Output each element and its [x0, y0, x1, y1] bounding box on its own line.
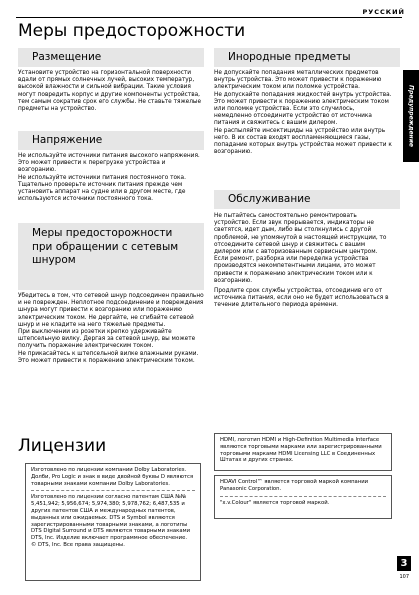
license-xvcolour: "x.v.Colour" является торговой маркой. [220, 499, 330, 506]
divider [220, 496, 386, 497]
cord-paragraph: При выключении из розетки крепко удерживайте штепсельную вилку. Дергая за сетевой шнур, вы можете получить поражение электрическим током. [18, 329, 196, 350]
foreign-paragraph: Не допускайте попадания жидкостей внутрь устройства. Это может привести к поражению электрическим током или поломке устройства. Если это случилось, немедленно отсоедините устройство от источника питания и свяжитесь с вашим дилером. [214, 91, 392, 127]
license-dolby: Изготовлено по лицензии компании Dolby Laboratories. Долби, Pro Logic и знак в виде двойной буквы D являются товарными знаками компании Dolby Laboratories. [31, 467, 194, 487]
foreign-paragraph: Не распыляйте инсектициды на устройство или внутрь него. В их состав входят воспламеняющиеся газы, попадание которых внутрь устройства может привести к возгоранию. [214, 127, 392, 156]
section-heading-placement: Размещение [18, 48, 204, 67]
section-heading-voltage: Напряжение [18, 131, 204, 150]
divider [31, 490, 195, 491]
section-heading-service: Обслуживание [214, 190, 400, 209]
license-box-left [25, 463, 201, 581]
cord-text [18, 293, 204, 365]
license-box-hdmi [214, 433, 392, 471]
sidebar-label: Предупреждение [407, 85, 415, 147]
license-dts: Изготовлено по лицензии согласно патентам США №№ 5,451,942; 5,956,674; 5,974,380; 5,978,762; 6,487,535 и других патентов США и международных патентов, выданных или ожидаемых. DTS и Symbol являются зарегистрированными товарными знаками, а логотипы DTS Digital Surround и DTS являются товарными знаками DTS, Inc. Изделие включает программное обеспечение. [31, 494, 191, 542]
license-hdmi: HDMI, логотип HDMI и High-Definition Multimedia Interface являются торговыми марками или зарегистрированными торговыми марками HDMI Licensing LLC в Соединенных Штатах и других странах. [220, 437, 382, 464]
licenses-title: Лицензии [18, 436, 107, 456]
header-rule [16, 17, 402, 18]
license-dts-copyright: © DTS, Inc. Все права защищены. [31, 541, 125, 548]
voltage-paragraph: Не используйте источники питания высокого напряжения. Это может привести к перегрузке устройства и возгоранию. [18, 153, 200, 174]
service-text [214, 213, 392, 310]
service-paragraph: Продлите срок службы устройства, отсоединив его от источника питания, если оно не будет использоваться в течение длительного периода времени. [214, 288, 389, 309]
cord-paragraph: Не прикасайтесь к штепсельной вилке влажными руками. Это может привести к поражению электрическим током. [18, 350, 199, 364]
placement-paragraph: Установите устройство на горизонтальной поверхности вдали от прямых солнечных лучей, высоких температур, высокой влажности и сильной вибрации. Такие условия могут повредить корпус и другие компоненты устройства, тем самым сократив срок его службы. Не ставьте тяжелые предметы на устройство. [18, 70, 202, 113]
sidebar-tab [403, 70, 419, 162]
license-hdavi: HDAVI Control™ является торговой маркой компании Panasonic Corporation. [220, 479, 369, 492]
voltage-text [18, 153, 204, 203]
section-heading-cord: Меры предосторожности при обращении с сетевым шнуром [18, 223, 204, 290]
license-box-hdavi [214, 475, 392, 519]
service-paragraph: Не пытайтесь самостоятельно ремонтировать устройство. Если звук прерывается, индикаторы не светятся, идет дым, либо вы столкнулись с другой проблемой, не упомянутой в настоящей инструкции, то отсоедините сетевой шнур и свяжитесь с вашим дилером или с авторизованным сервисным центром. Если ремонт, разборка или переделка устройства производятся некомпетентными лицами, это может привести к поражению электрическим током или к возгоранию. [214, 213, 387, 284]
language-label: РУССКИЙ [362, 8, 405, 16]
page-number: 3 [397, 556, 411, 571]
voltage-paragraph: Не используйте источники питания постоянного тока. Тщательно проверьте источник питания прежде чем установить аппарат на судне или в другом месте, где используются источники постоянного тока. [18, 174, 186, 203]
page-title: Меры предосторожности [18, 21, 246, 41]
foreign-paragraph: Не допускайте попадания металлических предметов внутрь устройства. Это может привести к поражению электрическим током или поломке устройства. [214, 70, 382, 91]
page-subnumber: 107 [399, 574, 409, 580]
foreign-text [214, 70, 392, 156]
cord-paragraph: Убедитесь в том, что сетевой шнур подсоединен правильно и не поврежден. Неплотное подсоединение и повреждения шнура могут привести к возгоранию или поражению электрическим током. Не дергайте, не сгибайте сетевой шнур и не кладите на него тяжелые предметы. [18, 293, 204, 328]
section-heading-foreign: Инородные предметы [214, 48, 400, 67]
placement-text [18, 70, 204, 113]
